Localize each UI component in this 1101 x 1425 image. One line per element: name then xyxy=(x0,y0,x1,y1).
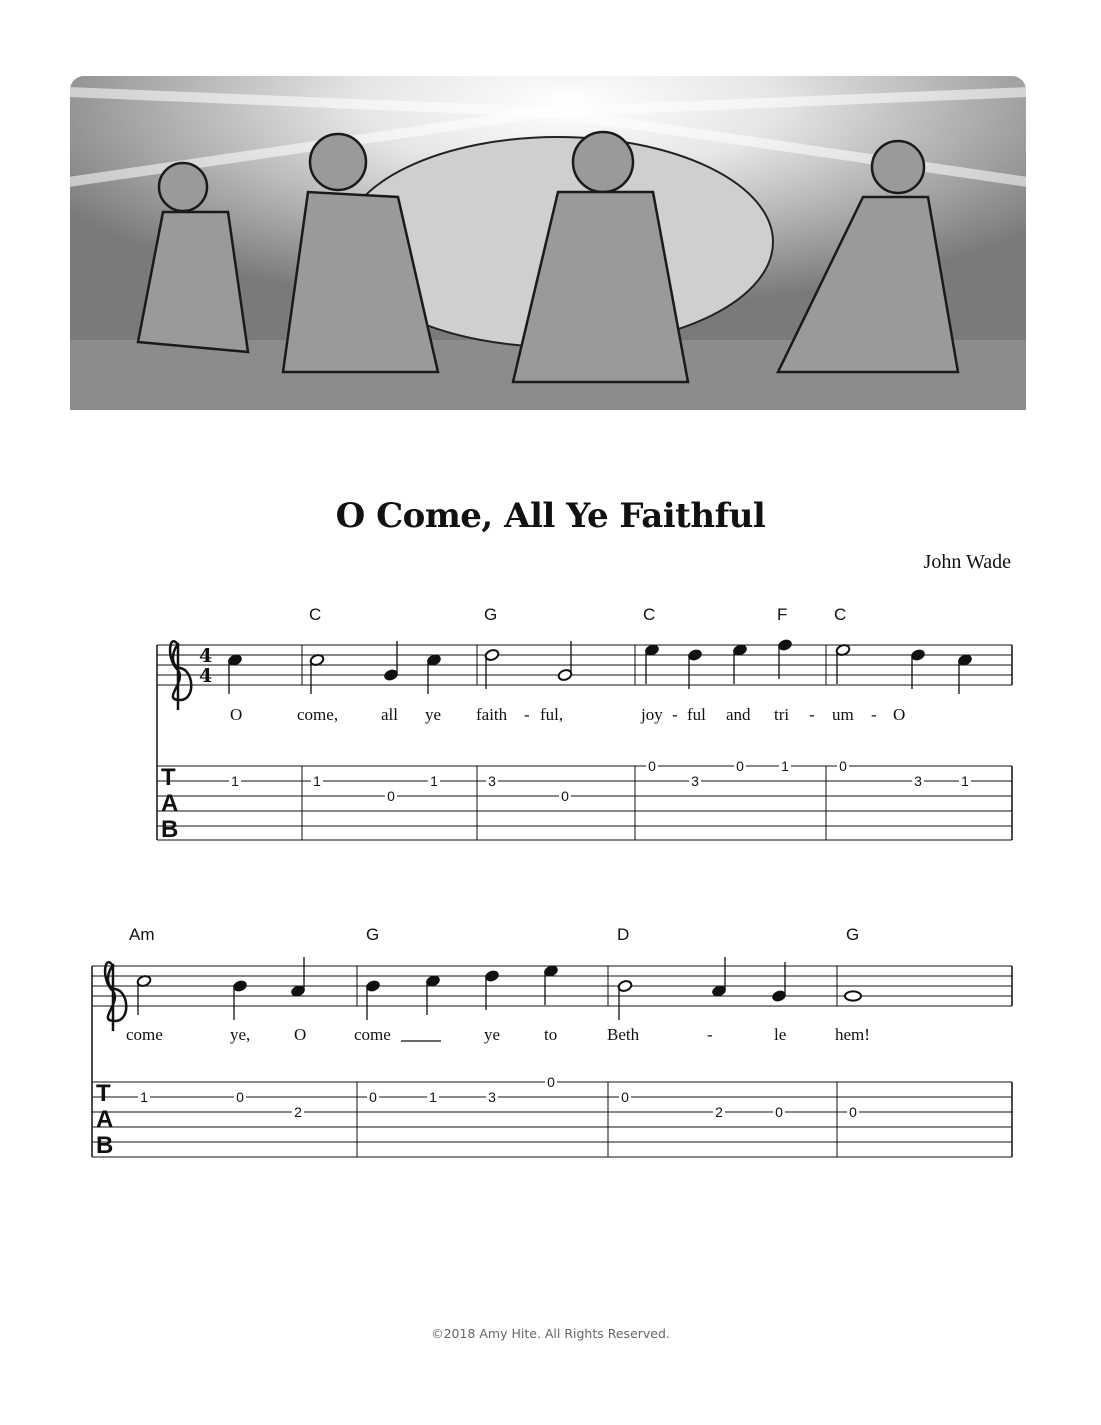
lyric-syllable: O xyxy=(230,705,243,724)
lyric-hyphen: - xyxy=(809,705,815,724)
lyric-syllable: come xyxy=(126,1025,163,1044)
tab-fret-number: 0 xyxy=(369,1089,377,1105)
lyric-syllable: joy xyxy=(641,705,663,724)
song-title: O Come, All Ye Faithful xyxy=(335,496,766,536)
lyric-syllable: come xyxy=(354,1025,391,1044)
lyric-syllable: O xyxy=(294,1025,307,1044)
tab-label-b: B xyxy=(161,816,179,843)
lyric-syllable: ful, xyxy=(540,705,564,724)
tab-fret-number: 1 xyxy=(781,758,789,774)
composer: John Wade xyxy=(923,551,1011,573)
tab-fret-number: 3 xyxy=(914,773,922,789)
lyric-syllable: to xyxy=(544,1025,558,1044)
tab-label-a: A xyxy=(161,790,179,817)
lyric-syllable: hem! xyxy=(835,1025,870,1044)
lyric-syllable: faith xyxy=(476,705,508,724)
lyric-syllable: um xyxy=(832,705,854,724)
lyric-syllable: ye, xyxy=(230,1025,251,1044)
copyright-footer: ©2018 Amy Hite. All Rights Reserved. xyxy=(431,1326,670,1341)
lyric-syllable: le xyxy=(774,1025,787,1044)
lyric-syllable: and xyxy=(726,705,751,724)
chord-symbol: G xyxy=(366,925,380,944)
lyric-syllable: all xyxy=(381,705,398,724)
tab-label-b: B xyxy=(96,1132,114,1159)
tab-fret-number: 1 xyxy=(231,773,239,789)
tab-label-t: T xyxy=(96,1080,111,1107)
tab-fret-number: 0 xyxy=(236,1089,244,1105)
chord-symbol: F xyxy=(777,605,788,624)
treble-clef-icon xyxy=(105,962,126,1031)
time-signature-bottom: 4 xyxy=(199,665,213,687)
lyric-syllable: O xyxy=(893,705,906,724)
tab-fret-number: 0 xyxy=(849,1104,857,1120)
tab-label-a: A xyxy=(96,1106,114,1133)
tab-fret-number: 0 xyxy=(621,1089,629,1105)
lyric-hyphen: - xyxy=(707,1025,713,1044)
tab-fret-number: 0 xyxy=(775,1104,783,1120)
lyric-syllable: ye xyxy=(425,705,442,724)
tab-fret-number: 3 xyxy=(691,773,699,789)
lyric-hyphen: - xyxy=(672,705,678,724)
tab-fret-number: 0 xyxy=(561,788,569,804)
lyric-hyphen: - xyxy=(871,705,877,724)
tab-fret-number: 1 xyxy=(961,773,969,789)
tab-fret-number: 3 xyxy=(488,1089,496,1105)
notehead xyxy=(845,991,861,1000)
chord-symbol: G xyxy=(846,925,860,944)
treble-clef-icon xyxy=(170,641,191,710)
tab-fret-number: 2 xyxy=(294,1104,302,1120)
chord-symbol: C xyxy=(643,605,656,624)
lyric-syllable: come, xyxy=(297,705,339,724)
tab-fret-number: 2 xyxy=(715,1104,723,1120)
time-signature-top: 4 xyxy=(199,645,213,667)
lyric-syllable: ful xyxy=(687,705,706,724)
chord-symbol: Am xyxy=(129,925,155,944)
tab-label-t: T xyxy=(161,764,176,791)
chord-symbol: G xyxy=(484,605,498,624)
chord-symbol: D xyxy=(617,925,630,944)
lyric-syllable: tri xyxy=(774,705,790,724)
tab-fret-number: 1 xyxy=(429,1089,437,1105)
music-staff xyxy=(92,966,1012,1157)
chord-symbol: C xyxy=(309,605,322,624)
tab-fret-number: 0 xyxy=(387,788,395,804)
tab-fret-number: 3 xyxy=(488,773,496,789)
chord-symbol: C xyxy=(834,605,847,624)
lyric-syllable: Beth xyxy=(607,1025,640,1044)
lyric-hyphen: - xyxy=(524,705,530,724)
tab-fret-number: 1 xyxy=(430,773,438,789)
tab-fret-number: 0 xyxy=(839,758,847,774)
tab-fret-number: 0 xyxy=(547,1074,555,1090)
tab-fret-number: 0 xyxy=(736,758,744,774)
tab-fret-number: 0 xyxy=(648,758,656,774)
tab-fret-number: 1 xyxy=(140,1089,148,1105)
tab-staff xyxy=(92,1082,1012,1157)
tab-staff xyxy=(157,766,1012,840)
tab-fret-number: 1 xyxy=(313,773,321,789)
lyric-syllable: ye xyxy=(484,1025,501,1044)
